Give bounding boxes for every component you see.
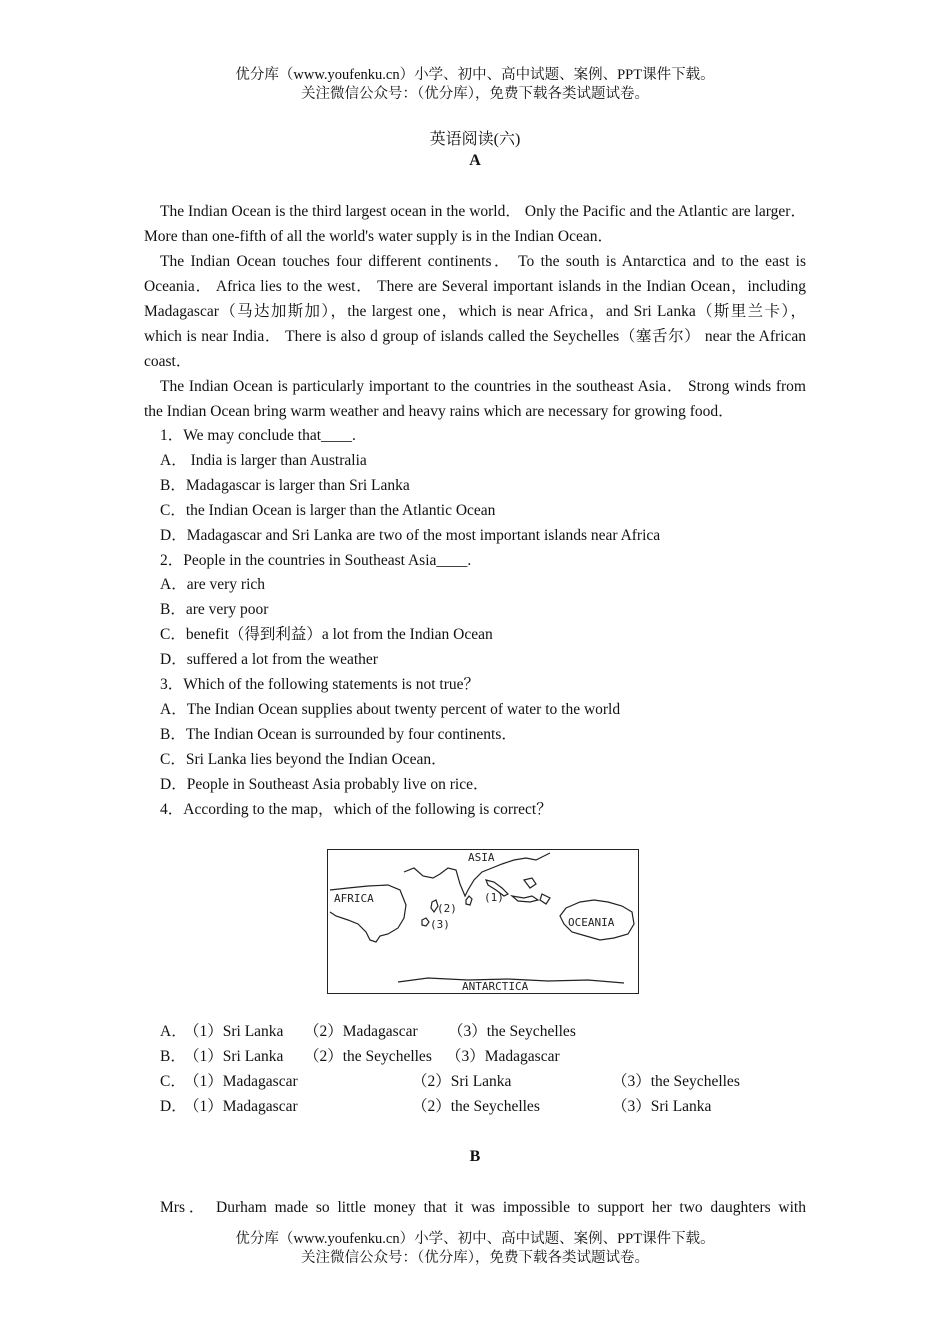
q4-option-a-c3: （3）the Seychelles bbox=[448, 1023, 576, 1040]
footer-line-1: 优分库（www.youfenku.cn）小学、初中、高中试题、案例、PPT课件下载。 bbox=[235, 1231, 715, 1247]
indian-ocean-map bbox=[327, 849, 639, 994]
q4-option-c-c3: （3）the Seychelles bbox=[612, 1072, 740, 1090]
q4-option-a bbox=[144, 1020, 806, 1045]
q4-option-c bbox=[144, 1070, 806, 1095]
footer-line-2: 关注微信公众号：（优分库），免费下载各类试题试卷。 bbox=[301, 1250, 649, 1266]
q4-option-b bbox=[144, 1045, 806, 1070]
q4-option-d-c1: （1）Madagascar bbox=[184, 1097, 298, 1115]
q4-option-d-c2: （2）the Seychelles bbox=[412, 1097, 540, 1115]
question-4-options bbox=[144, 1020, 806, 1120]
question-2-option-a: A．are very rich bbox=[160, 576, 266, 594]
question-3-option-b: B．The Indian Ocean is surrounded by four continents． bbox=[160, 725, 517, 743]
passage-paragraph-3: The Indian Ocean is particularly important to the countries in the southeast Asia． Strong winds from the Indian Ocean bring warm weather and heavy rains which are necessary for growing food． bbox=[144, 378, 806, 420]
sri-lanka-outline bbox=[466, 896, 472, 905]
q4-option-b-c2: （2）the Seychelles bbox=[304, 1047, 432, 1065]
q4-option-b-letter: B． bbox=[160, 1047, 186, 1065]
header-line-1: 优分库（www.youfenku.cn）小学、初中、高中试题、案例、PPT课件下载。 bbox=[235, 67, 715, 83]
question-1-option-b: B．Madagascar is larger than Sri Lanka bbox=[160, 476, 410, 494]
map-marker-1: (1) bbox=[484, 891, 504, 904]
question-3-option-d: D．People in Southeast Asia probably live on rice． bbox=[160, 775, 489, 793]
q4-option-c-c2: （2）Sri Lanka bbox=[412, 1072, 512, 1090]
question-2-stem: 2．People in the countries in Southeast Asia____. bbox=[160, 551, 472, 569]
q4-option-b-c3: （3）Madagascar bbox=[446, 1047, 560, 1065]
page-title: 英语阅读(六) bbox=[429, 131, 521, 148]
antarctica-label: ANTARCTICA bbox=[462, 980, 529, 993]
question-2-option-b: B．are very poor bbox=[160, 601, 269, 619]
seychelles-outline bbox=[422, 918, 429, 926]
question-1-option-a: A． India is larger than Australia bbox=[160, 451, 367, 469]
map-drawing bbox=[328, 850, 638, 993]
africa-label: AFRICA bbox=[334, 892, 374, 905]
q4-option-a-c2: （2）Madagascar bbox=[304, 1023, 418, 1040]
section-a-body bbox=[144, 199, 806, 823]
question-4-stem: 4．According to the map，which of the following is correct？ bbox=[160, 800, 552, 818]
q4-option-a-letter: A． bbox=[160, 1023, 187, 1040]
asia-label: ASIA bbox=[468, 851, 495, 864]
passage-paragraph-1: The Indian Ocean is the third largest ocean in the world． Only the Pacific and the Atlantic are larger． More than one-fifth of all the world's water supply is in the Indian Ocean． bbox=[144, 203, 806, 245]
map-marker-3: (3) bbox=[430, 918, 450, 931]
section-b-label: B bbox=[469, 1148, 481, 1165]
question-1-option-d: D．Madagascar and Sri Lanka are two of the most important islands near Africa bbox=[160, 526, 661, 544]
q4-option-d-letter: D． bbox=[160, 1097, 187, 1115]
header-line-2: 关注微信公众号：（优分库），免费下载各类试题试卷。 bbox=[301, 86, 649, 102]
q4-option-b-c1: （1）Sri Lanka bbox=[184, 1047, 284, 1065]
section-b-body bbox=[144, 1195, 806, 1220]
page-header bbox=[0, 66, 950, 104]
page-footer bbox=[0, 1230, 950, 1268]
oceania-label: OCEANIA bbox=[568, 916, 615, 929]
q4-option-d bbox=[144, 1095, 806, 1120]
section-a-label: A bbox=[469, 152, 481, 169]
question-1-stem: 1．We may conclude that____. bbox=[160, 427, 356, 444]
passage-paragraph-2: The Indian Ocean touches four different continents． To the south is Antarctica and to the east is Oceania． Africa lies to the west． There are Several important islands in the Indian Ocean，including Madagascar（马达加斯加），the largest one，which is near Africa，and Sri Lanka（斯里兰卡）， which is near India． There is also d group of islands called the Seychelles（塞舌尔） near the African coast． bbox=[144, 253, 806, 370]
question-3-option-a: A．The Indian Ocean supplies about twenty percent of water to the world bbox=[160, 700, 621, 718]
q4-option-c-letter: C． bbox=[160, 1072, 186, 1090]
question-1-option-c: C．the Indian Ocean is larger than the Atlantic Ocean bbox=[160, 501, 496, 519]
q4-option-d-c3: （3）Sri Lanka bbox=[612, 1097, 712, 1115]
q4-option-a-c1: （1）Sri Lanka bbox=[184, 1023, 284, 1040]
question-3-stem: 3．Which of the following statements is not true？ bbox=[160, 676, 479, 694]
map-marker-2: (2) bbox=[437, 902, 457, 915]
question-3-option-c: C．Sri Lanka lies beyond the Indian Ocean． bbox=[160, 750, 447, 768]
question-2-option-d: D．suffered a lot from the weather bbox=[160, 651, 378, 669]
section-b-first-line: Mrs． Durham made so little money that it was impossible to support her two daughters with bbox=[160, 1199, 806, 1216]
q4-option-c-c1: （1）Madagascar bbox=[184, 1072, 298, 1090]
question-2-option-c: C．benefit（得到利益）a lot from the Indian Ocean bbox=[160, 626, 493, 644]
